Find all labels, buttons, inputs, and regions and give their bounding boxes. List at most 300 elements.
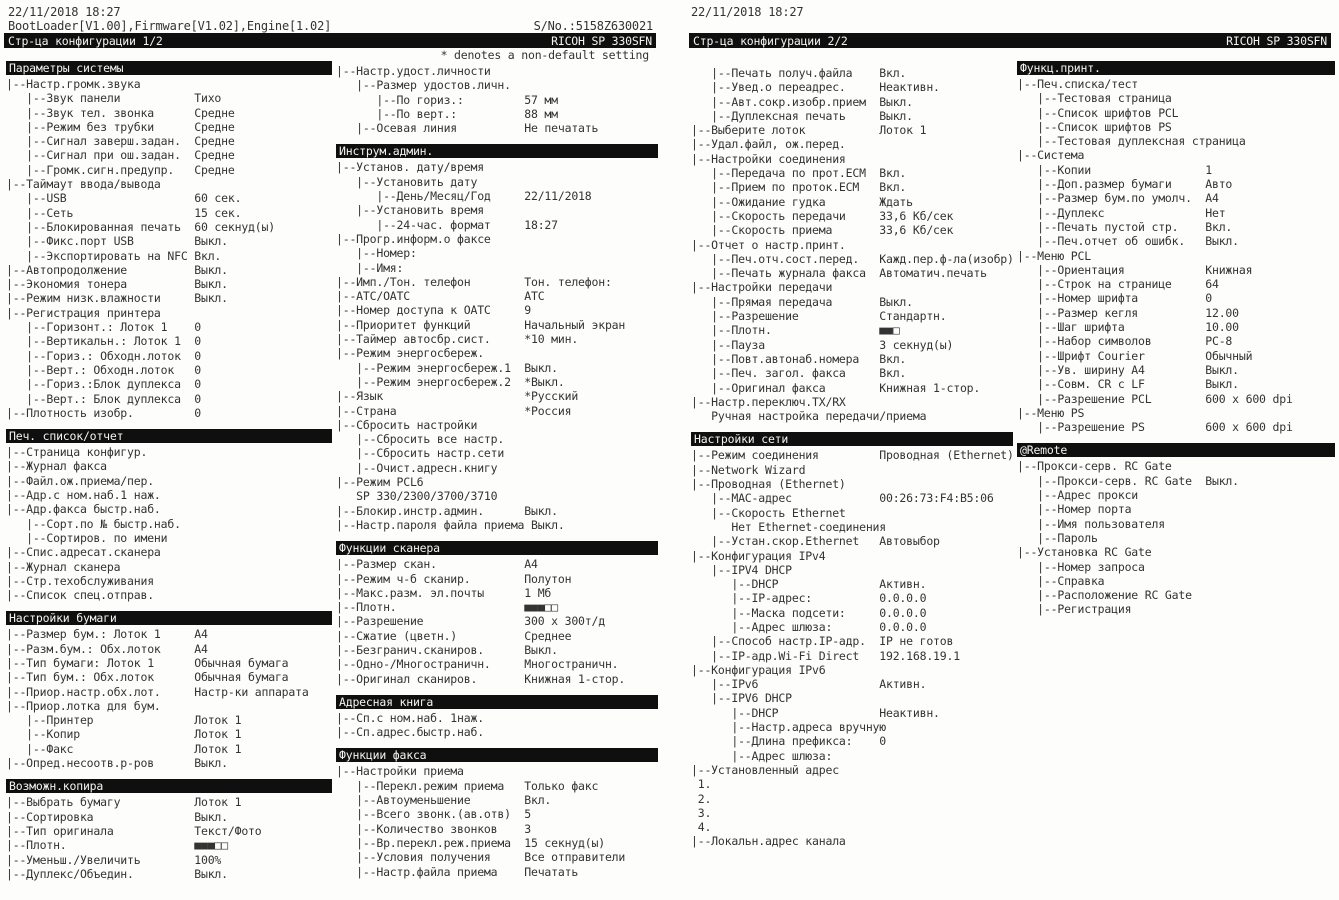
setting-row (691, 252, 1013, 266)
setting-label: |--Настр.удост.личности (336, 64, 491, 78)
setting-label: |--Уменьш./Увеличить (6, 852, 195, 867)
setting-value: Ждать (879, 194, 913, 209)
setting-row (6, 163, 332, 177)
setting-label: |--Плотн. (6, 838, 195, 853)
setting-row (336, 657, 658, 671)
setting-row (336, 807, 658, 821)
setting-value: PC-8 (1205, 334, 1233, 349)
setting-row (336, 218, 658, 232)
setting-value: A4 (194, 627, 208, 642)
setting-row (6, 545, 332, 559)
setting-label: |--Печ.отч.сост.перед. (691, 251, 880, 266)
setting-row (691, 80, 1013, 94)
setting-value: Лоток 1 (194, 713, 242, 728)
setting-row (1017, 377, 1335, 391)
setting-label: |--Опред.несоотв.р-ров (6, 756, 195, 771)
config-section (6, 779, 332, 881)
setting-row (6, 560, 332, 574)
setting-row (336, 361, 658, 375)
setting-value: Печатать (524, 864, 579, 879)
setting-row (6, 148, 332, 162)
setting-value: Выкл. (194, 809, 228, 824)
setting-label: |--Горизонт.: Лоток 1 (6, 320, 195, 335)
setting-label: |--Печ. загол. факса (691, 366, 880, 381)
setting-value: Автовыбор (879, 534, 940, 549)
setting-value: 64 (1205, 277, 1219, 292)
config-section (691, 432, 1013, 848)
setting-value: Лоток 1 (194, 741, 242, 756)
setting-label: |--Страна (336, 403, 525, 418)
config-section (336, 748, 658, 878)
setting-row (336, 461, 658, 475)
setting-row (1017, 545, 1335, 559)
setting-value: Вкл. (194, 248, 222, 263)
setting-row (691, 634, 1013, 648)
setting-label: |--Номер запроса (1017, 559, 1145, 574)
setting-value: Нет (1205, 205, 1226, 220)
setting-value: 0 (194, 405, 201, 420)
section-header: @Remote (1017, 443, 1335, 457)
setting-row (6, 363, 332, 377)
setting-row (691, 806, 1013, 820)
setting-row (1017, 120, 1335, 134)
setting-label: |--Имп./Тон. телефон (336, 274, 525, 289)
setting-row (6, 234, 332, 248)
setting-row (6, 838, 332, 852)
setting-label: |--Макс.разм. эл.почты (336, 585, 525, 600)
setting-row (691, 734, 1013, 748)
page-titlebar (4, 33, 656, 48)
setting-label: |--Вертикальн.: Лоток 1 (6, 334, 195, 349)
setting-value: Выкл. (524, 503, 558, 518)
setting-row (336, 404, 658, 418)
setting-label: |--Безгранич.сканиров. (336, 642, 525, 657)
setting-label: |--Прием по проток.ECM (691, 180, 880, 195)
setting-value: Выкл. (1205, 234, 1239, 249)
setting-label: |--Принтер (6, 713, 195, 728)
setting-value: Не печатать (524, 121, 599, 136)
setting-label: |--Список шрифтов PS (1017, 119, 1172, 134)
setting-row (6, 377, 332, 391)
setting-row (6, 713, 332, 727)
setting-row (336, 175, 658, 189)
setting-label: |--Пароль (1017, 530, 1098, 545)
setting-label: |--Длина префикса: (691, 734, 880, 749)
setting-label: |--Дуплекс (1017, 205, 1206, 220)
firmware-row (8, 19, 653, 33)
setting-label: |--Дуплексная печать (691, 108, 880, 123)
setting-row (6, 191, 332, 205)
model-name: RICOH SP 330SFN (551, 33, 652, 48)
setting-value: Выкл. (194, 291, 228, 306)
setting-value: Выкл. (879, 294, 913, 309)
setting-value: 0 (194, 362, 201, 377)
setting-row (1017, 517, 1335, 531)
setting-value: 00:26:73:F4:B5:06 (879, 491, 994, 506)
setting-label: |--Размер скан. (336, 557, 525, 572)
setting-label: |--Размер бум.: Лоток 1 (6, 627, 195, 642)
setting-label: |--Режим низк.влажности (6, 291, 195, 306)
setting-label: |--Вр.перекл.реж.приема (336, 835, 525, 850)
setting-value: Только факс (524, 778, 599, 793)
setting-label: |--Стр.техобслуживания (6, 573, 154, 588)
setting-value: Лоток 1 (194, 727, 242, 742)
setting-label: |--IPV4 DHCP (691, 562, 792, 577)
setting-row (691, 534, 1013, 548)
setting-row (6, 810, 332, 824)
setting-label: |--Конфигурация IPv4 (691, 548, 826, 563)
setting-value: 300 x 300т/д (524, 614, 605, 629)
config-section (6, 611, 332, 770)
setting-row (6, 699, 332, 713)
setting-row (1017, 148, 1335, 162)
setting-value: Неактивн. (879, 705, 940, 720)
setting-row (336, 78, 658, 92)
setting-label: |--Список спец.отправ. (6, 588, 154, 603)
setting-label: |--Таймер автосбр.сист. (336, 332, 525, 347)
setting-label: |--Номер шрифта (1017, 291, 1206, 306)
setting-label: |--Сп.адрес.быстр.наб. (336, 725, 484, 740)
setting-row (691, 620, 1013, 634)
setting-row (6, 91, 332, 105)
setting-row (336, 64, 658, 78)
section-header: Настройки сети (691, 432, 1013, 446)
serial-number: S/No.:5158Z630021 (533, 19, 653, 33)
setting-label: |--Выбрать бумагу (6, 795, 195, 810)
setting-label: |--Сбросить настройки (336, 417, 478, 432)
setting-row (6, 334, 332, 348)
setting-label: |--Совм. CR с LF (1017, 377, 1206, 392)
setting-value: Средне (194, 148, 235, 163)
setting-row (6, 685, 332, 699)
setting-row (336, 107, 658, 121)
setting-row (691, 352, 1013, 366)
setting-row (336, 303, 658, 317)
setting-row (336, 375, 658, 389)
setting-label: |--Повт.автонаб.номера (691, 351, 880, 366)
setting-label: |--День/Месяц/Год (336, 189, 525, 204)
setting-row (691, 295, 1013, 309)
setting-row (336, 275, 658, 289)
setting-value: Полутон (524, 571, 572, 586)
setting-row (691, 280, 1013, 294)
setting-label: |--Имя: (336, 260, 404, 275)
setting-label: |--IPv6 (691, 677, 880, 692)
setting-value: ■■■□□ (194, 838, 228, 853)
setting-label: |--Фикс.порт USB (6, 234, 195, 249)
setting-row (1017, 77, 1335, 91)
setting-row (1017, 602, 1335, 616)
setting-value: Автоматич.печать (879, 266, 987, 281)
setting-row (6, 320, 332, 334)
setting-row (6, 263, 332, 277)
setting-label: |--Конфигурация IPv6 (691, 662, 826, 677)
setting-row (1017, 560, 1335, 574)
setting-row (1017, 249, 1335, 263)
setting-label: |--Громк.сигн.предупр. (6, 162, 195, 177)
setting-label: |--Блокированная печать (6, 219, 195, 234)
setting-value: Обычная бумага (194, 655, 289, 670)
setting-value: Выкл. (524, 642, 558, 657)
non-default-note: * denotes a non-default setting (440, 48, 649, 62)
setting-row (336, 629, 658, 643)
setting-row (691, 577, 1013, 591)
setting-row (6, 77, 332, 91)
setting-label: |--Звук панели (6, 91, 195, 106)
setting-row (6, 392, 332, 406)
setting-row (336, 121, 658, 135)
setting-row (336, 289, 658, 303)
setting-row (6, 134, 332, 148)
setting-row (336, 600, 658, 614)
setting-value: 0.0.0.0 (879, 591, 927, 606)
setting-label: |--Приор.настр.обх.лот. (6, 684, 195, 699)
setting-value: Вкл. (879, 166, 907, 181)
setting-label: |--Набор символов (1017, 334, 1206, 349)
setting-row (1017, 459, 1335, 473)
setting-row (691, 209, 1013, 223)
setting-value: 600 x 600 dpi (1205, 420, 1293, 435)
setting-value: Книжная (1205, 262, 1253, 277)
setting-row (6, 670, 332, 684)
setting-row (691, 491, 1013, 505)
setting-row (336, 246, 658, 260)
setting-label: |--Сбросить все настр. (336, 432, 505, 447)
setting-row (691, 381, 1013, 395)
timestamp: 22/11/2018 18:27 (8, 5, 121, 19)
setting-label: |--Режим PCL6 (336, 475, 424, 490)
setting-label: |--Настр.пароля файла приема (336, 517, 531, 532)
setting-label: |--Способ настр.IP-адр. (691, 634, 880, 649)
setting-label: |--Приор.лотка для бум. (6, 698, 161, 713)
setting-value: 0 (194, 377, 201, 392)
setting-row (691, 777, 1013, 791)
setting-row (6, 517, 332, 531)
setting-label: |--Печать получ.файла (691, 66, 880, 80)
setting-row (691, 677, 1013, 691)
setting-label: |--Экспортировать на NFC (6, 248, 195, 263)
setting-value: Выкл. (1205, 377, 1239, 392)
setting-row (691, 663, 1013, 677)
setting-label: |--Локальн.адрес канала (691, 834, 846, 849)
config-section (1017, 61, 1335, 434)
setting-row (336, 779, 658, 793)
setting-row (691, 448, 1013, 462)
setting-value: Неактивн. (879, 80, 940, 95)
setting-row (691, 720, 1013, 734)
setting-row (336, 711, 658, 725)
setting-label: |--Шаг шрифта (1017, 320, 1206, 335)
setting-row (1017, 474, 1335, 488)
setting-label: |--Разрешение (336, 614, 525, 629)
setting-row (1017, 191, 1335, 205)
section-header: Функц.принт. (1017, 61, 1335, 75)
setting-value: Среднее (524, 628, 572, 643)
setting-label: |--Адр.с ном.наб.1 наж. (6, 488, 161, 503)
setting-label: |--Сорт.по № быстр.наб. (6, 516, 181, 531)
setting-row (1017, 363, 1335, 377)
setting-label: |--Печать пустой стр. (1017, 219, 1206, 234)
setting-row (336, 725, 658, 739)
setting-value: Книжная 1-стор. (524, 671, 626, 686)
setting-row (336, 504, 658, 518)
section-header: Адресная книга (336, 695, 658, 709)
setting-value: 9 (524, 303, 531, 318)
setting-label: |--Разрешение PS (1017, 420, 1206, 435)
setting-value: Вкл. (879, 366, 907, 381)
setting-label: 2. (691, 791, 712, 806)
setting-row (691, 238, 1013, 252)
setting-label: |--Режим соединения (691, 448, 880, 463)
setting-row (691, 820, 1013, 834)
setting-value: Выкл. (194, 756, 228, 771)
setting-row (1017, 349, 1335, 363)
config-section (336, 64, 658, 135)
setting-label: |--Настр.адреса вручную (691, 720, 886, 735)
setting-label: |--Копир (6, 727, 195, 742)
setting-value: 100% (194, 852, 222, 867)
config-section (1017, 443, 1335, 616)
setting-value: Лоток 1 (879, 123, 927, 138)
setting-row (336, 346, 658, 360)
setting-value: Выкл. (194, 866, 228, 881)
setting-label: |--Условия получения (336, 850, 525, 865)
setting-value: Обычный (1205, 348, 1253, 363)
setting-row (691, 66, 1013, 80)
setting-label: |--Установленный адрес (691, 762, 839, 777)
setting-label: |--Меню PCL (1017, 248, 1091, 263)
setting-label: |--Разрешение (691, 309, 880, 324)
setting-value: Средне (194, 162, 235, 177)
setting-row (6, 853, 332, 867)
setting-value: Обычная бумага (194, 670, 289, 685)
setting-row (691, 691, 1013, 705)
setting-row (336, 446, 658, 460)
setting-row (6, 531, 332, 545)
setting-row (6, 627, 332, 641)
setting-row (6, 824, 332, 838)
setting-row (336, 865, 658, 879)
setting-value: Вкл. (1205, 219, 1233, 234)
setting-row (691, 520, 1013, 534)
setting-row (6, 867, 332, 881)
setting-value: A4 (524, 557, 538, 572)
setting-value: Многостраничн. (524, 657, 619, 672)
setting-value: 22/11/2018 (524, 189, 592, 204)
setting-row (691, 180, 1013, 194)
setting-row (6, 756, 332, 770)
setting-row (336, 586, 658, 600)
setting-label: |--Тестовая дуплексная страница (1017, 134, 1246, 149)
setting-value: 1 Мб (524, 585, 552, 600)
setting-row (691, 506, 1013, 520)
setting-label: |--Разрешение PCL (1017, 391, 1206, 406)
config-section (336, 695, 658, 740)
setting-label: |--Блокир.инстр.админ. (336, 503, 525, 518)
setting-row (691, 606, 1013, 620)
config-section (336, 144, 658, 532)
setting-label: |--Оригинал факса (691, 380, 880, 395)
setting-label: |--24-час. формат (336, 217, 525, 232)
setting-label: |--Авт.сокр.изобр.прием (691, 94, 880, 109)
setting-label: |--Установить дату (336, 174, 478, 189)
setting-row (691, 749, 1013, 763)
setting-label: |--Строк на странице (1017, 277, 1206, 292)
setting-row (1017, 334, 1335, 348)
setting-row (691, 323, 1013, 337)
setting-label: |--Установ. дату/время (336, 160, 484, 175)
setting-label: |--Настройки передачи (691, 280, 833, 295)
setting-row (336, 836, 658, 850)
setting-label: |--Печать журнала факса (691, 266, 880, 281)
setting-row (691, 477, 1013, 491)
setting-label: |--DHCP (691, 705, 880, 720)
setting-label: |--Гориз.: Обходн.лоток (6, 348, 195, 363)
setting-row (1017, 91, 1335, 105)
setting-label: |--Печ.списка/тест (1017, 77, 1139, 91)
setting-value: 0 (194, 320, 201, 335)
page2-column-1 (691, 66, 1013, 849)
setting-row (1017, 320, 1335, 334)
setting-label: |--Скорость передачи (691, 208, 880, 223)
setting-label: |--Регистрация (1017, 602, 1132, 617)
setting-value: Средне (194, 134, 235, 149)
setting-label: |--Режим ч-б сканир. (336, 571, 525, 586)
setting-value: *10 мин. (524, 332, 579, 347)
setting-label: |--Устан.скор.Ethernet (691, 534, 880, 549)
setting-row (691, 309, 1013, 323)
section-header: Возможн.копира (6, 779, 332, 793)
page2-column-2 (1017, 61, 1335, 617)
setting-label: |--Плотность изобр. (6, 405, 195, 420)
setting-label: |--Сбросить настр.сети (336, 446, 505, 461)
setting-value: 33,6 Кб/сек (879, 223, 954, 238)
setting-value: Активн. (879, 577, 927, 592)
setting-row (6, 574, 332, 588)
section-header: Функции сканера (336, 541, 658, 555)
setting-label: |--Тестовая страница (1017, 91, 1172, 106)
setting-row (6, 177, 332, 191)
setting-value: Выкл. (194, 234, 228, 249)
setting-row (336, 160, 658, 174)
setting-label: |--Тип бум.: Обх.лоток (6, 670, 195, 685)
setting-row (691, 649, 1013, 663)
setting-label: 3. (691, 805, 712, 820)
setting-row (691, 409, 1013, 423)
setting-label: |--Режим без трубки (6, 119, 195, 134)
setting-value: Выкл. (194, 262, 228, 277)
setting-label: |--Тип оригинала (6, 823, 195, 838)
setting-label: |--Язык (336, 389, 525, 404)
setting-row (336, 475, 658, 489)
setting-value: Проводная (Ethernet) (879, 448, 1014, 463)
setting-value: Текст/Фото (194, 823, 262, 838)
setting-row (6, 502, 332, 516)
setting-row (691, 763, 1013, 777)
setting-value: Выкл. (1205, 362, 1239, 377)
setting-label: |--Номер доступа к ОАТС (336, 303, 525, 318)
setting-row (336, 203, 658, 217)
setting-label: |--Адр.факса быстр.наб. (6, 502, 161, 517)
setting-value: АТС (524, 289, 545, 304)
setting-label: |--Скорость Ethernet (691, 505, 846, 520)
setting-row (336, 793, 658, 807)
setting-label: |--По гориз.: (336, 92, 525, 107)
setting-value: Выкл. (1205, 473, 1239, 488)
setting-row (336, 389, 658, 403)
setting-label: 4. (691, 820, 712, 835)
setting-row (6, 474, 332, 488)
